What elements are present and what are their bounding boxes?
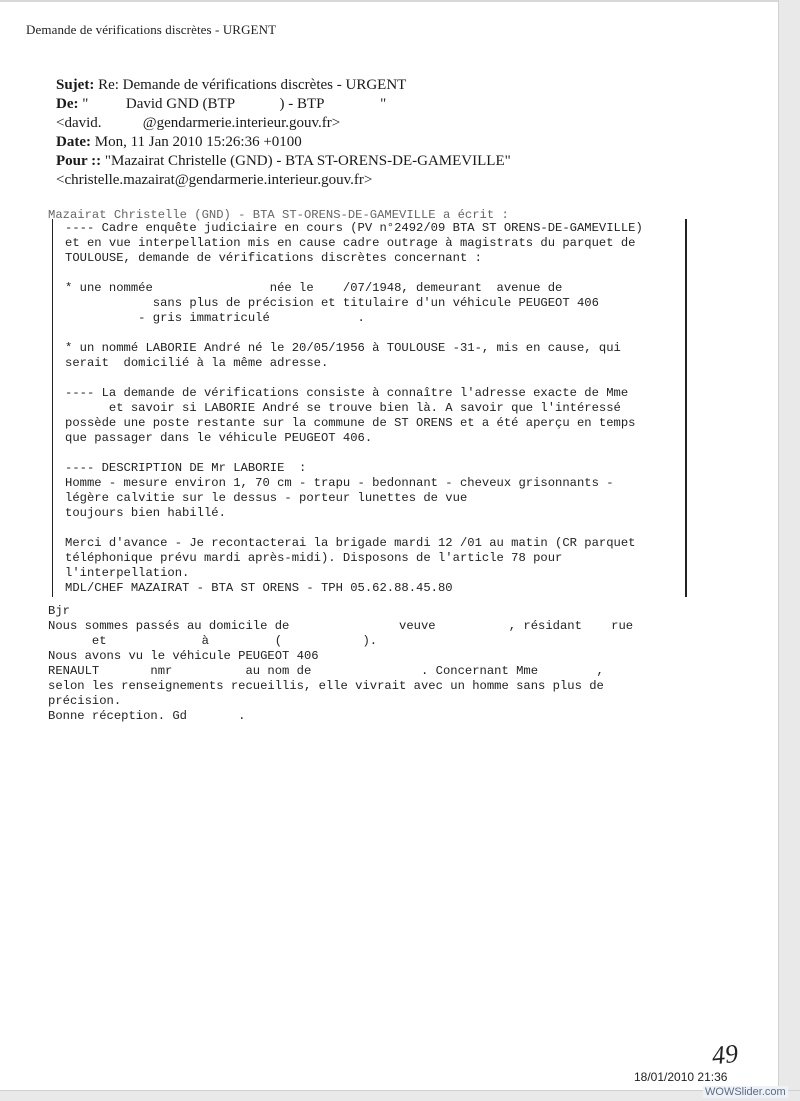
to-email: <christelle.mazairat@gendarmerie.interieur.gouv.fr> bbox=[56, 172, 373, 188]
date-label: Date: bbox=[56, 134, 91, 150]
quoted-line bbox=[65, 266, 643, 281]
quoted-line: serait domicilié à la même adresse. bbox=[65, 356, 329, 370]
reply-line: Bonne réception. Gd . bbox=[48, 709, 246, 723]
running-title: Demande de vérifications discrètes - URGENT bbox=[26, 22, 277, 37]
reply-line: RENAULT nmr au nom de . Concernant Mme , bbox=[48, 664, 604, 678]
quoted-message bbox=[65, 221, 643, 596]
quoted-line: MDL/CHEF MAZAIRAT - BTA ST ORENS - TPH 05.62.88.45.80 bbox=[65, 581, 453, 595]
quoted-line: * un nommé LABORIE André né le 20/05/1956 à TOULOUSE -31-, mis en cause, qui bbox=[65, 341, 621, 355]
quoted-line: Homme - mesure environ 1, 70 cm - trapu - bedonnant - cheveux grisonnants - bbox=[65, 476, 614, 490]
quoted-line: Merci d'avance - Je recontacterai la brigade mardi 12 /01 au matin (CR parquet bbox=[65, 536, 636, 550]
reply-line: précision. bbox=[48, 694, 122, 708]
quoted-line: téléphonique prévu mardi après-midi). Disposons de l'article 78 pour bbox=[65, 551, 563, 565]
fax-timestamp: 18/01/2010 21:36 bbox=[634, 1070, 728, 1084]
quoted-line bbox=[65, 326, 643, 341]
subject-value: Re: Demande de vérifications discrètes - URGENT bbox=[94, 77, 407, 93]
quoted-line bbox=[65, 446, 643, 461]
reply-line: et à ( ). bbox=[48, 634, 378, 648]
quoted-line: TOULOUSE, demande de vérifications discrètes concernant : bbox=[65, 251, 482, 265]
handwritten-page-number: 49 bbox=[710, 1038, 740, 1071]
watermark: WOWSlider.com bbox=[705, 1086, 786, 1098]
header-subject bbox=[56, 76, 406, 95]
quoted-line: ---- Cadre enquête judiciaire en cours (PV n°2492/09 BTA ST ORENS-DE-GAMEVILLE) bbox=[65, 221, 643, 235]
header-date bbox=[56, 133, 302, 152]
quoted-line: ---- La demande de vérifications consiste à connaître l'adresse exacte de Mme bbox=[65, 386, 629, 400]
quoted-line: que passager dans le véhicule PEUGEOT 406. bbox=[65, 431, 373, 445]
from-email: <david. @gendarmerie.interieur.gouv.fr> bbox=[56, 115, 341, 131]
header-to bbox=[56, 152, 511, 171]
from-value: " David GND (BTP ) - BTP " bbox=[78, 96, 387, 112]
header-from bbox=[56, 95, 386, 114]
reply-message bbox=[48, 604, 633, 724]
page-bottom-edge bbox=[0, 1090, 800, 1101]
quoted-line: et en vue interpellation mis en cause cadre outrage à magistrats du parquet de bbox=[65, 236, 636, 250]
quoted-line: - gris immatriculé . bbox=[65, 311, 365, 325]
quoted-line: * une nommée née le /07/1948, demeurant avenue de bbox=[65, 281, 563, 295]
quoted-line: sans plus de précision et titulaire d'un véhicule PEUGEOT 406 bbox=[65, 296, 599, 310]
reply-line: Nous avons vu le véhicule PEUGEOT 406 bbox=[48, 649, 319, 663]
to-label: Pour :: bbox=[56, 153, 102, 169]
quoted-line: légère calvitie sur le dessus - porteur lunettes de vue bbox=[65, 491, 468, 505]
reply-line: Nous sommes passés au domicile de veuve , résidant rue bbox=[48, 619, 634, 633]
quoted-line: l'interpellation. bbox=[65, 566, 190, 580]
reply-line: Bjr bbox=[48, 604, 70, 618]
quoted-line: possède une poste restante sur la commune de ST ORENS et a été aperçu en temps bbox=[65, 416, 636, 430]
quoted-line bbox=[65, 521, 643, 536]
quote-intro: Mazairat Christelle (GND) - BTA ST-ORENS-DE-GAMEVILLE a écrit : bbox=[48, 208, 509, 222]
reply-line: selon les renseignements recueillis, elle vivrait avec un homme sans plus de bbox=[48, 679, 604, 693]
quoted-line: toujours bien habillé. bbox=[65, 506, 226, 520]
quoted-line: ---- DESCRIPTION DE Mr LABORIE : bbox=[65, 461, 307, 475]
date-value: Mon, 11 Jan 2010 15:26:36 +0100 bbox=[90, 134, 302, 150]
subject-label: Sujet: bbox=[56, 77, 95, 93]
quoted-line bbox=[65, 371, 643, 386]
from-label: De: bbox=[56, 96, 79, 112]
page-right-edge bbox=[778, 0, 800, 1100]
quoted-line: et savoir si LABORIE André se trouve bien là. A savoir que l'intéressé bbox=[65, 401, 621, 415]
page-top-border bbox=[0, 0, 780, 2]
to-value: "Mazairat Christelle (GND) - BTA ST-ORENS-DE-GAMEVILLE" bbox=[101, 153, 511, 169]
